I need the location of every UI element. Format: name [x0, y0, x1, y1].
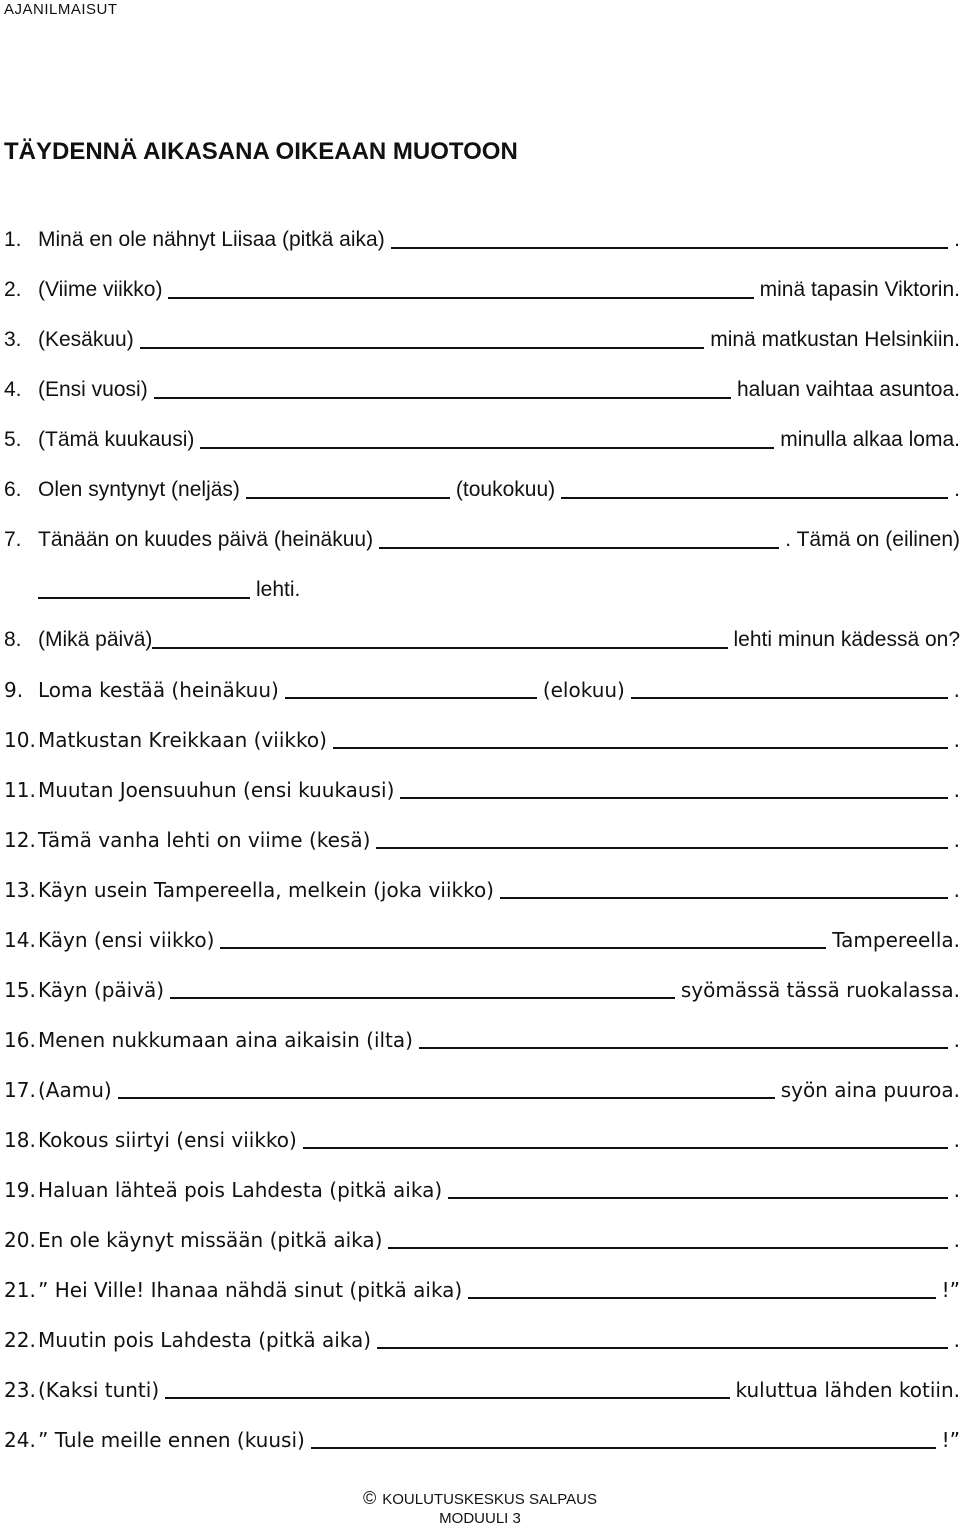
exercise-15: [4, 972, 960, 1002]
exercise-22: [4, 1322, 960, 1352]
exercise-text-end: !”: [941, 1428, 960, 1452]
exercise-number: 18.: [4, 1128, 36, 1152]
exercise-text-end: syön aina puuroa.: [780, 1078, 960, 1102]
exercise-text: Minä en ole nähnyt Liisaa (pitkä aika): [38, 228, 385, 251]
answer-blank[interactable]: [170, 997, 675, 999]
exercise-text: Muutin pois Lahdesta (pitkä aika): [38, 1328, 372, 1352]
exercise-text: Tämä vanha lehti on viime (kesä): [38, 828, 371, 852]
answer-blank[interactable]: [118, 1097, 775, 1099]
exercise-text: Muutan Joensuuhun (ensi kuukausi): [38, 778, 395, 802]
exercise-text-end: .: [953, 778, 960, 802]
exercise-text-end: .: [953, 828, 960, 852]
page-title: TÄYDENNÄ AIKASANA OIKEAAN MUOTOON: [4, 138, 518, 165]
exercise-text-end: minä matkustan Helsinkiin.: [710, 328, 960, 351]
exercise-1: [4, 222, 960, 252]
exercise-text-end: .: [954, 228, 960, 251]
answer-blank[interactable]: [152, 647, 727, 649]
exercise-number: 4.: [4, 378, 22, 401]
exercise-number: 2.: [4, 278, 22, 301]
answer-blank[interactable]: [246, 497, 450, 499]
exercise-7-continued: [4, 572, 960, 602]
exercise-2: [4, 272, 960, 302]
exercise-number: 13.: [4, 878, 36, 902]
answer-blank[interactable]: [376, 847, 947, 849]
exercise-9: [4, 672, 960, 702]
answer-blank[interactable]: [400, 797, 947, 799]
copyright-icon: ©: [362, 1488, 377, 1508]
answer-blank[interactable]: [419, 1047, 948, 1049]
exercise-text-end: .: [953, 1128, 960, 1152]
exercise-text: Olen syntynyt (neljäs): [38, 478, 240, 501]
answer-blank[interactable]: [631, 697, 948, 699]
exercise-text: Kokous siirtyi (ensi viikko): [38, 1128, 297, 1152]
answer-blank[interactable]: [200, 447, 774, 449]
answer-blank[interactable]: [154, 397, 731, 399]
exercise-6: [4, 472, 960, 502]
answer-blank[interactable]: [38, 597, 250, 599]
exercise-text: (Mikä päivä): [38, 628, 153, 651]
exercise-text: (Tämä kuukausi): [38, 428, 195, 451]
exercise-10: [4, 722, 960, 752]
exercise-number: 15.: [4, 978, 36, 1002]
exercise-text: (Aamu): [38, 1078, 112, 1102]
exercise-text-end: .: [953, 1328, 960, 1352]
exercise-18: [4, 1122, 960, 1152]
exercise-text: Käyn usein Tampereella, melkein (joka viikko): [38, 878, 494, 902]
exercise-number: 14.: [4, 928, 36, 952]
exercise-text-end: .: [954, 478, 960, 501]
exercise-3: [4, 322, 960, 352]
exercise-text-mid: (toukokuu): [455, 478, 556, 501]
answer-blank[interactable]: [220, 947, 826, 949]
exercise-text: Käyn (päivä): [38, 978, 165, 1002]
exercise-24: [4, 1422, 960, 1452]
exercise-14: [4, 922, 960, 952]
footer-module: MODUULI 3: [439, 1510, 521, 1527]
exercise-number: 8.: [4, 628, 22, 651]
exercise-number: 17.: [4, 1078, 36, 1102]
exercise-number: 9.: [4, 678, 24, 702]
exercise-text-end: syömässä tässä ruokalassa.: [680, 978, 960, 1002]
exercise-text: Käyn (ensi viikko): [38, 928, 215, 952]
exercise-text: ” Tule meille ennen (kuusi): [38, 1428, 305, 1452]
exercise-text-end: minulla alkaa loma.: [780, 428, 960, 451]
answer-blank[interactable]: [377, 1347, 948, 1349]
exercise-text: Menen nukkumaan aina aikaisin (ilta): [38, 1028, 413, 1052]
exercise-text: Tänään on kuudes päivä (heinäkuu): [38, 528, 374, 551]
answer-blank[interactable]: [500, 897, 948, 899]
answer-blank[interactable]: [388, 1247, 947, 1249]
exercise-text-end: .: [953, 1228, 960, 1252]
exercise-23: [4, 1372, 960, 1402]
exercise-7: [4, 522, 960, 552]
exercise-13: [4, 872, 960, 902]
exercise-text: Haluan lähteä pois Lahdesta (pitkä aika): [38, 1178, 443, 1202]
exercise-text: Matkustan Kreikkaan (viikko): [38, 728, 327, 752]
exercise-number: 19.: [4, 1178, 36, 1202]
exercise-number: 5.: [4, 428, 22, 451]
exercise-text-end: lehti minun kädessä on?: [733, 628, 960, 651]
exercise-text: (Ensi vuosi): [38, 378, 148, 401]
exercise-number: 12.: [4, 828, 36, 852]
exercise-number: 1.: [4, 228, 22, 251]
exercise-text: (Kesäkuu): [38, 328, 134, 351]
answer-blank[interactable]: [448, 1197, 948, 1199]
exercise-text-end: . Tämä on (eilinen): [785, 528, 960, 551]
exercise-number: 22.: [4, 1328, 36, 1352]
exercise-number: 24.: [4, 1428, 36, 1452]
exercise-text-end: .: [953, 728, 960, 752]
answer-blank[interactable]: [285, 697, 537, 699]
footer-org-name: KOULUTUSKESKUS SALPAUS: [382, 1491, 598, 1508]
exercise-text: En ole käynyt missään (pitkä aika): [38, 1228, 383, 1252]
exercise-number: 20.: [4, 1228, 36, 1252]
exercise-12: [4, 822, 960, 852]
exercise-number: 6.: [4, 478, 22, 501]
exercise-text: Loma kestää (heinäkuu): [38, 678, 279, 702]
exercise-5: [4, 422, 960, 452]
page-header: AJANILMAISUT: [4, 1, 118, 18]
answer-blank[interactable]: [303, 1147, 948, 1149]
exercise-21: [4, 1272, 960, 1302]
exercise-8: [4, 622, 960, 652]
answer-blank[interactable]: [561, 497, 948, 499]
exercise-text-end: !”: [941, 1278, 960, 1302]
exercise-text-end: .: [953, 1028, 960, 1052]
answer-blank[interactable]: [311, 1447, 936, 1449]
exercise-16: [4, 1022, 960, 1052]
exercise-number: 21.: [4, 1278, 36, 1302]
exercise-text-mid: (elokuu): [542, 678, 625, 702]
footer-organization: [0, 1488, 960, 1509]
answer-blank[interactable]: [333, 747, 948, 749]
exercise-number: 11.: [4, 778, 36, 802]
exercise-text-end: Tampereella.: [832, 928, 960, 952]
exercise-number: 7.: [4, 528, 22, 551]
exercise-text: (Viime viikko): [38, 278, 163, 301]
exercise-text-end: lehti.: [256, 578, 301, 601]
exercise-text-end: minä tapasin Viktorin.: [759, 278, 960, 301]
exercise-number: 23.: [4, 1378, 36, 1402]
exercise-text-end: .: [953, 678, 960, 702]
exercise-11: [4, 772, 960, 802]
exercise-19: [4, 1172, 960, 1202]
exercise-text: (Kaksi tunti): [38, 1378, 160, 1402]
exercise-text-end: haluan vaihtaa asuntoa.: [736, 378, 960, 401]
exercise-number: 10.: [4, 728, 36, 752]
exercise-4: [4, 372, 960, 402]
answer-blank[interactable]: [168, 297, 753, 299]
exercise-20: [4, 1222, 960, 1252]
exercise-text: ” Hei Ville! Ihanaa nähdä sinut (pitkä aika): [38, 1278, 463, 1302]
answer-blank[interactable]: [165, 1397, 729, 1399]
exercise-text-end: kuluttua lähden kotiin.: [735, 1378, 960, 1402]
exercise-text-end: .: [953, 878, 960, 902]
answer-blank[interactable]: [379, 547, 779, 549]
exercise-number: 16.: [4, 1028, 36, 1052]
answer-blank[interactable]: [391, 247, 948, 249]
answer-blank[interactable]: [140, 347, 705, 349]
exercise-number: 3.: [4, 328, 22, 351]
answer-blank[interactable]: [468, 1297, 935, 1299]
exercise-text-end: .: [953, 1178, 960, 1202]
exercise-17: [4, 1072, 960, 1102]
